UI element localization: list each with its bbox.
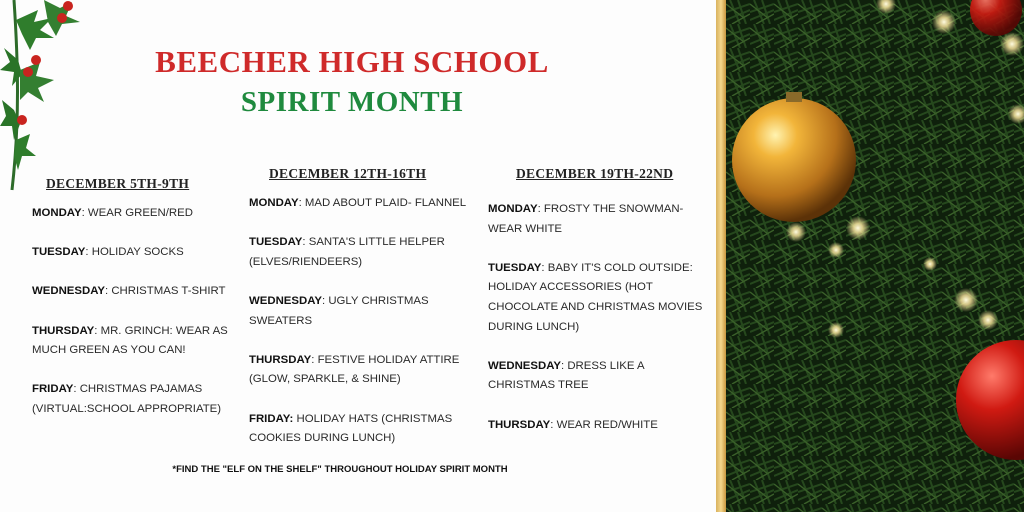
footer-note: *FIND THE "ELF ON THE SHELF" THROUGHOUT HOLIDAY SPIRIT MONTH (172, 464, 508, 475)
week-dates: DECEMBER 12TH-16TH (269, 166, 427, 181)
day-label: FRIDAY (32, 383, 74, 396)
day-label: WEDNESDAY (249, 294, 322, 307)
theme-text: : MR. GRINCH: WEAR AS MUCH GREEN AS YOU CAN! (32, 324, 228, 357)
theme-text: : FESTIVE HOLIDAY ATTIRE (GLOW, SPARKLE, & SHINE) (249, 353, 460, 386)
day-label: MONDAY (249, 197, 299, 209)
week-dates: DECEMBER 5TH-9TH (46, 176, 190, 191)
week-column-3 (488, 166, 708, 455)
schedule-entry (488, 357, 708, 396)
day-label: THURSDAY (488, 418, 551, 431)
tree-image (726, 0, 1024, 512)
theme-text: : MAD ABOUT PLAID- FLANNEL (298, 197, 467, 209)
theme-text: : UGLY CHRISTMAS SWEATERS (249, 294, 429, 327)
school-title: BEECHER HIGH SCHOOL (155, 44, 549, 79)
schedule-entry (32, 380, 232, 419)
day-label: WEDNESDAY (488, 359, 561, 372)
schedule-entry (32, 282, 232, 302)
day-label: FRIDAY: (249, 412, 294, 425)
theme-text: : WEAR GREEN/RED (81, 207, 193, 219)
day-label: MONDAY (488, 203, 538, 215)
theme-text: : CHRISTMAS T-SHIRT (105, 285, 226, 298)
theme-text: : CHRISTMAS PAJAMAS (VIRTUAL:SCHOOL APPROPRIATE) (32, 383, 222, 415)
christmas-tree-photo (726, 0, 1024, 512)
week-column-2 (249, 166, 475, 468)
day-label: TUESDAY (32, 246, 86, 259)
day-label: WEDNESDAY (32, 285, 105, 298)
schedule-entry (488, 200, 708, 239)
schedule-entry (488, 259, 708, 337)
theme-text: : WEAR RED/WHITE (550, 418, 658, 431)
schedule-entry (249, 292, 475, 331)
gold-divider (716, 0, 726, 512)
day-label: THURSDAY (32, 324, 95, 337)
schedule-entry (32, 322, 232, 361)
schedule-entry (32, 243, 232, 263)
theme-text: : FROSTY THE SNOWMAN- WEAR WHITE (488, 203, 684, 235)
theme-text: : HOLIDAY SOCKS (85, 246, 184, 259)
week-dates: DECEMBER 19TH-22ND (516, 166, 674, 181)
schedule-entry (32, 204, 232, 224)
theme-text: HOLIDAY HATS (CHRISTMAS COOKIES DURING LUNCH) (249, 412, 453, 445)
schedule-entry (249, 194, 475, 214)
day-label: TUESDAY (488, 261, 542, 274)
day-label: MONDAY (32, 207, 82, 219)
theme-text: : DRESS LIKE A CHRISTMAS TREE (488, 359, 644, 392)
schedule-entry (249, 233, 475, 272)
theme-text: : SANTA'S LITTLE HELPER (ELVES/RIENDEERS) (249, 236, 445, 268)
theme-text: : BABY IT'S COLD OUTSIDE: HOLIDAY ACCESSORIES (HOT CHOCOLATE AND CHRISTMAS MOVIES DURING LUNCH) (488, 261, 703, 333)
day-label: THURSDAY (249, 353, 312, 366)
schedule-entry (488, 416, 708, 436)
schedule-entry (249, 410, 475, 449)
week-column-1 (32, 176, 232, 439)
day-label: TUESDAY (249, 236, 303, 249)
event-title: SPIRIT MONTH (240, 86, 464, 118)
schedule-entry (249, 351, 475, 390)
